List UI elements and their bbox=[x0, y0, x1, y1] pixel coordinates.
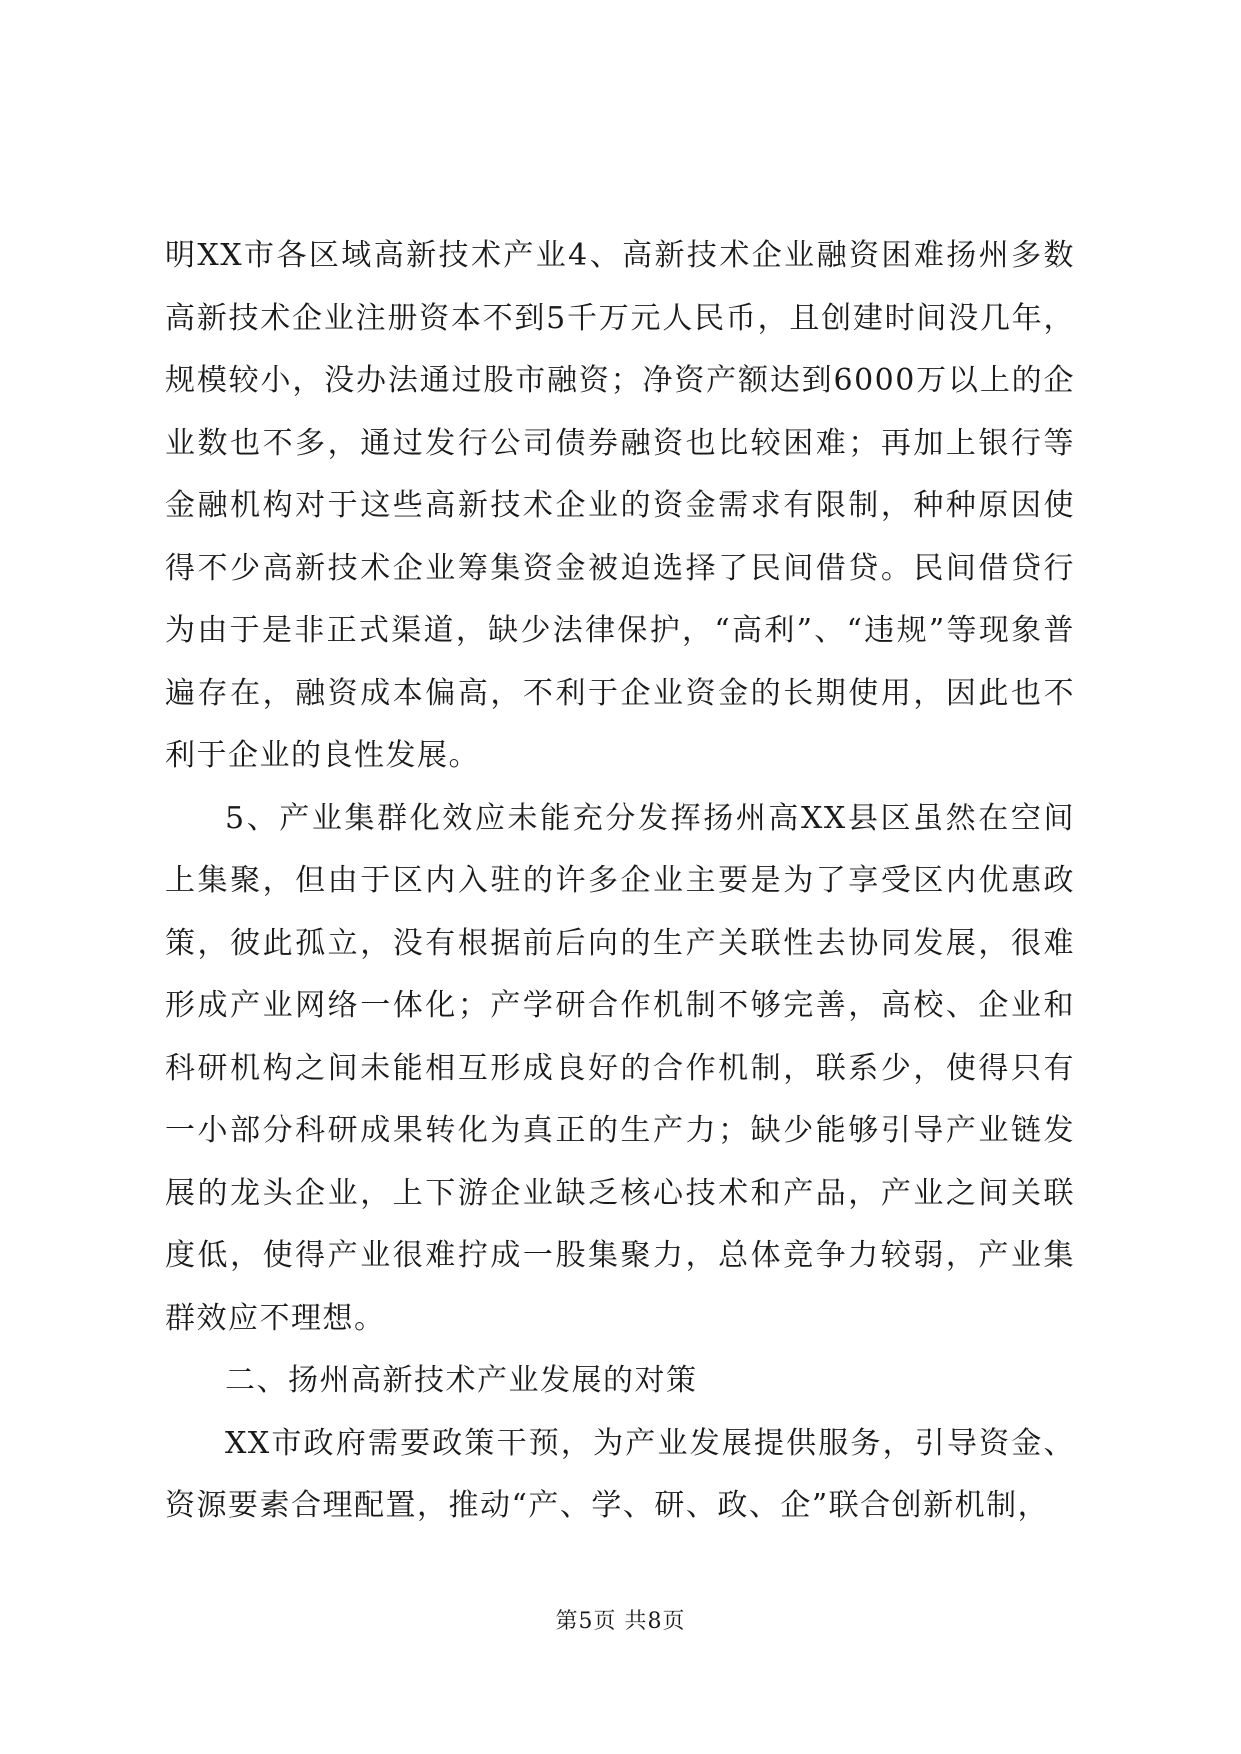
document-body bbox=[165, 225, 1075, 1538]
paragraph-countermeasures: XX市政府需要政策干预，为产业发展提供服务，引导资金、资源要素合理配置，推动“产、学、研、政、企”联合创新机制， bbox=[165, 1425, 1075, 1523]
paragraph-industry-cluster: 5、产业集群化效应未能充分发挥扬州高XX县区虽然在空间上集聚，但由于区内入驻的许多企业主要是为了享受区内优惠政策，彼此孤立，没有根据前后向的生产关联性去协同发展，很难形成产业网络一体化；产学研合作机制不够完善，高校、企业和科研机构之间未能相互形成良好的合作机制，联系少，使得只有一小部分科研成果转化为真正的生产力；缺少能够引导产业链发展的龙头企业，上下游企业缺乏核心技术和产品，产业之间关联度低，使得产业很难拧成一股集聚力，总体竞争力较弱，产业集群效应不理想。 bbox=[165, 800, 1075, 1336]
section-heading: 二、扬州高新技术产业发展的对策 bbox=[225, 1363, 698, 1398]
paragraph-financing-difficulty: 明XX市各区域高新技术产业4、高新技术企业融资困难扬州多数高新技术企业注册资本不到5千万元人民币，且创建时间没几年，规模较小，没办法通过股市融资；净资产额达到6000万以上的企业数也不多，通过发行公司债券融资也比较困难；再加上银行等金融机构对于这些高新技术企业的资金需求有限制，种种原因使得不少高新技术企业筹集资金被迫选择了民间借贷。民间借贷行为由于是非正式渠道，缺少法律保护，“高利”、“违规”等现象普遍存在，融资成本偏高，不利于企业资金的长期使用，因此也不利于企业的良性发展。 bbox=[165, 238, 1075, 773]
page-number-footer: 第5页 共8页 bbox=[555, 1609, 686, 1634]
